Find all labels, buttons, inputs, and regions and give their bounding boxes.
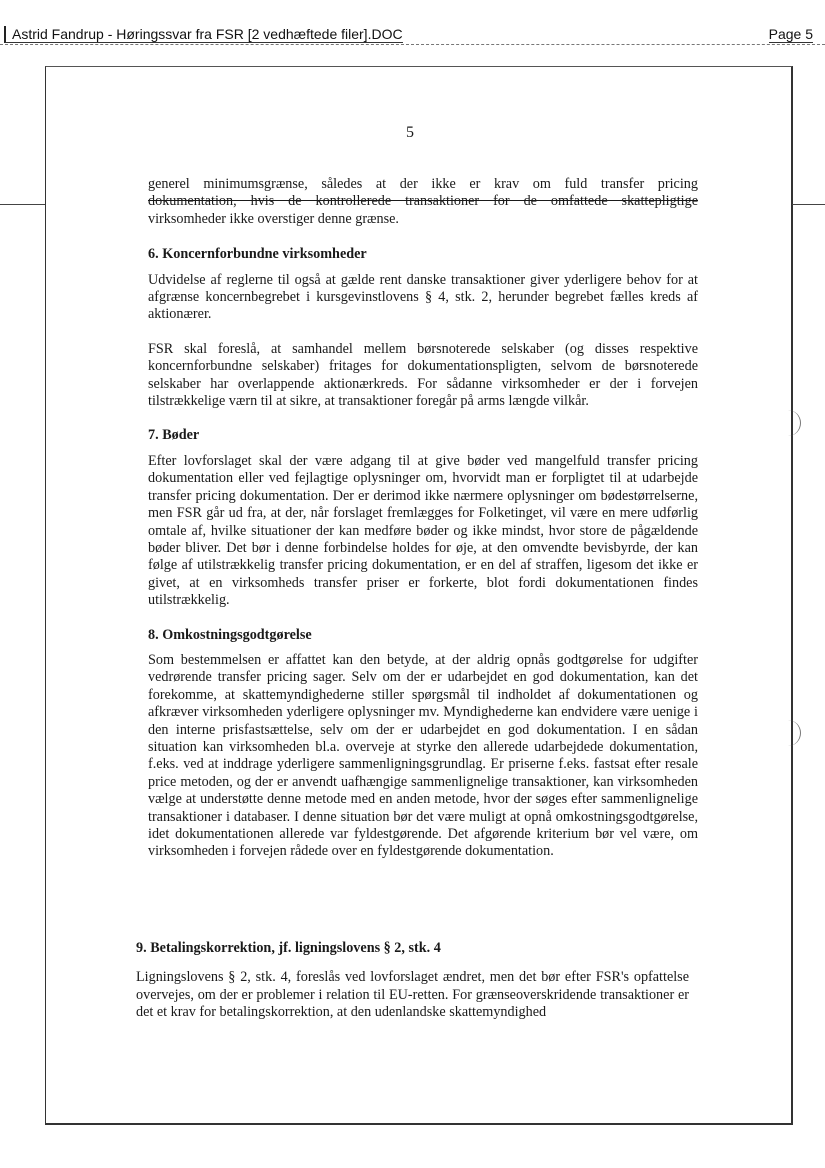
page-number: 5 [406, 124, 414, 141]
section-7-heading: 7. Bøder [148, 427, 200, 444]
section-9-paragraph-1: Ligningslovens § 2, stk. 4, foreslås ved lovforslaget ændret, men det bør efter FSR's opfattelse overvejes, om der er problemer i relation til EU-retten. For grænseoverskridende transaktioner er det et krav for betalingskorrektion, at den udenlandske skattemyndighed [136, 969, 689, 1021]
intro-line-2-wrap [148, 193, 698, 210]
fax-header-filename: Astrid Fandrup - Høringssvar fra FSR [2 vedhæftede filer].DOC [4, 26, 403, 43]
section-6-heading: 6. Koncernforbundne virksomheder [148, 246, 367, 263]
section-9 [136, 940, 689, 1022]
section-9-heading: 9. Betalingskorrektion, jf. ligningslovens § 2, stk. 4 [136, 940, 441, 956]
edge-mark-left [0, 204, 45, 205]
punch-hole-mark [784, 410, 801, 436]
section-6-paragraph-2: FSR skal foreslå, at samhandel mellem børsnoterede selskaber (og disses respektive koncernforbundne selskaber) fritages for dokumentationspligten, selvom de børsnoterede selskaber har overlappende aktionærkreds. For sådanne virksomheder er der i forvejen tilstrækkelige værn til at sikre, at transaktioner foregår på arms længde vilkår. [148, 340, 698, 410]
fax-header [0, 22, 825, 44]
intro-paragraph [148, 176, 698, 193]
document-body [148, 176, 698, 861]
section-6-paragraph-1: Udvidelse af reglerne til også at gælde rent danske transaktioner giver yderligere behov for at afgrænse koncernbegrebet i kursgevinstlovens § 4, stk. 2, herunder begrebet fælles kreds af aktionærer. [148, 271, 698, 323]
intro-line-3: virksomheder ikke overstiger denne grænse. [148, 210, 399, 227]
header-divider [0, 44, 825, 45]
intro-line-1: generel minimumsgrænse, således at der ikke er krav om fuld transfer pricing [148, 176, 698, 192]
section-7-paragraph-1: Efter lovforslaget skal der være adgang til at give bøder ved mangelfuld transfer pricing dokumentation eller ved fejlagtige oplysninger om, hvorvidt man er forpligtet til at udarbejde transfer pricing dokumentation. Der er derimod ikke nærmere oplysninger om bødestørrelserne, men FSR går ud fra, at der, når forslaget fremlægges for Folketinget, vil være en mere udførlig omtale af, hvilke situationer der kan medføre bøder og ikke mindst, hvor store de pågældende bøder bliver. Det bør i denne forbindelse holdes for øje, at den omvendte bevisbyrde, der kan følge af utilstrækkelig transfer pricing dokumentation, er en del af straffen, ligesom det ikke er givet, at en virksomheds transfer priser er forkerte, blot fordi dokumentationen findes utilstrækkelig. [148, 452, 698, 609]
section-8-paragraph-1: Som bestemmelsen er affattet kan den betyde, at der aldrig opnås godtgørelse for udgifter vedrørende transfer pricing sager. Selv om der er udarbejdet en god dokumentation, kan det forekomme, at skattemyndighederne stiller spørgsmål til indholdet af dokumentationen og afkræver virksomheden yderligere oplysninger mv. Myndighederne kan endvidere være uenige i den interne prisfastsættelse, selv om der er udarbejdet en god dokumentation. I en sådan situation kan virksomheden bl.a. overveje at styrke den allerede udarbejdede dokumentation, f.eks. ved at inddrage yderligere sammenligningsgrundlag. Er priserne f.eks. fastsat efter resale price metoden, og der er anvendt uafhængige sammenlignelige transaktioner, kan virksomheden vælge at understøtte denne metode med en anden metode, hvor der søges efter sammenlignelige transaktioner i databaser. I denne situation bør det være muligt at opnå omkostningsgodtgørelse, idet dokumentationen allerede var fyldestgørende. Det afgørende kriterium bør vel være, om virksomheden i forvejen rådede over en fyldestgørende dokumentation. [148, 651, 698, 860]
fax-header-page: Page 5 [768, 26, 813, 42]
intro-line-3-wrap [148, 211, 698, 228]
punch-hole-mark [784, 720, 801, 746]
intro-line-2-struck: dokumentation, hvis de kontrollerede transaktioner for de omfattede skattepligtige [148, 193, 698, 210]
edge-mark-right [792, 204, 825, 205]
section-8-heading: 8. Omkostningsgodtgørelse [148, 626, 312, 643]
